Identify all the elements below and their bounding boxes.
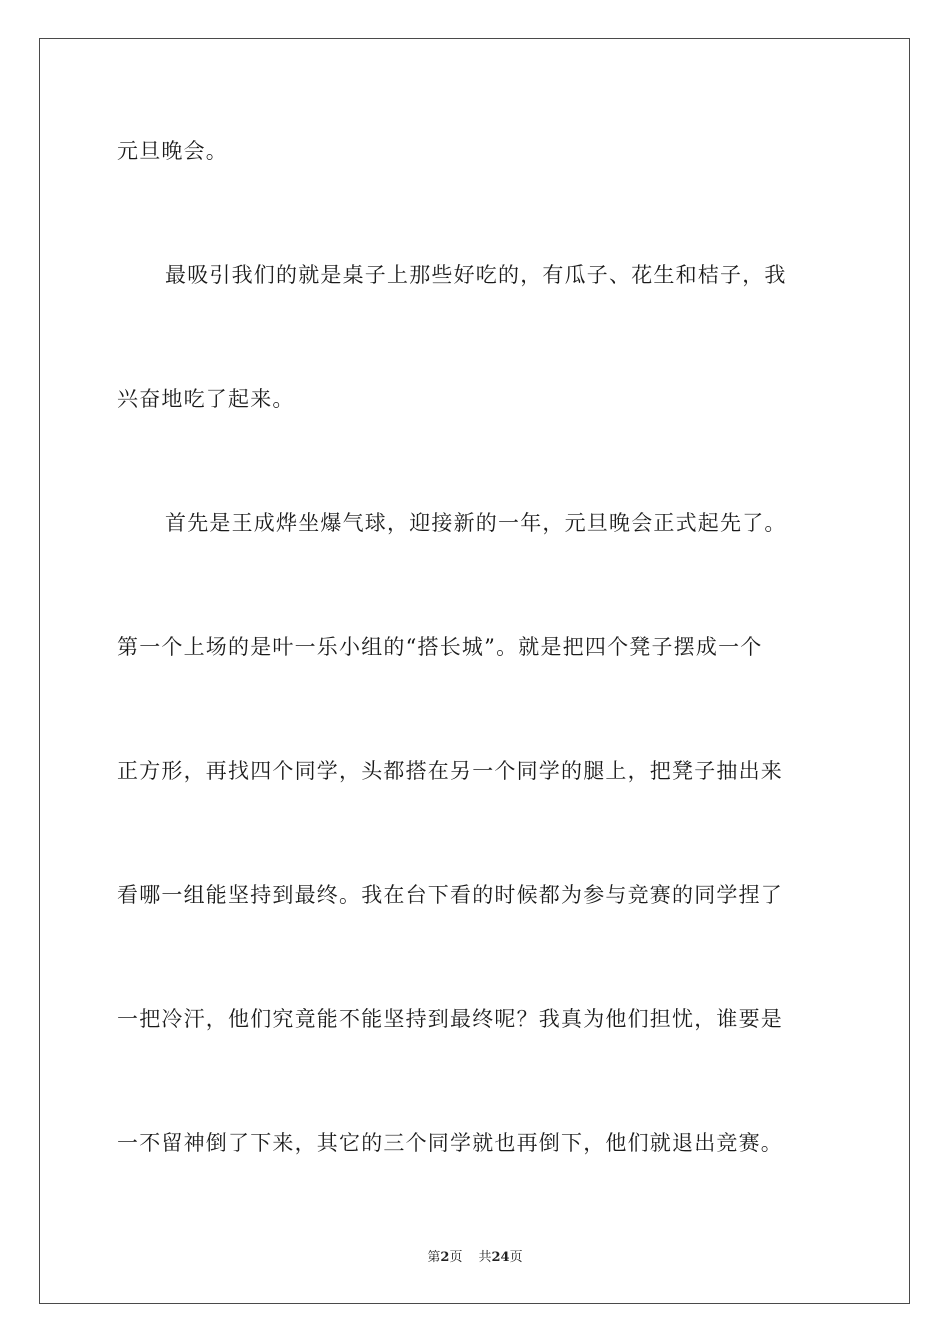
- text-line-9: 一不留神倒了下来，其它的三个同学就也再倒下，他们就退出竞赛。: [117, 1131, 783, 1155]
- page-border: [39, 38, 910, 1304]
- text-line-8: 一把冷汗，他们究竟能不能坚持到最终呢？我真为他们担忧，谁要是: [117, 1007, 783, 1031]
- text-line-1: 元旦晚会。: [117, 139, 228, 163]
- footer-total-prefix: 共: [478, 1250, 492, 1265]
- text-line-2: 最吸引我们的就是桌子上那些好吃的，有瓜子、花生和桔子，我: [165, 263, 787, 287]
- text-line-5: 第一个上场的是叶一乐小组的“搭长城”。就是把四个凳子摆成一个: [117, 635, 763, 659]
- footer-page-total: 24: [491, 1250, 510, 1265]
- footer-page-current: 2: [440, 1250, 450, 1265]
- page-footer: [0, 1249, 950, 1267]
- footer-page-suffix: 页: [449, 1250, 463, 1265]
- text-line-3: 兴奋地吃了起来。: [117, 387, 295, 411]
- text-line-7: 看哪一组能坚持到最终。我在台下看的时候都为参与竞赛的同学捏了: [117, 883, 783, 907]
- footer-total-suffix: 页: [509, 1250, 523, 1265]
- footer-page-prefix: 第: [427, 1250, 441, 1265]
- text-line-6: 正方形，再找四个同学，头都搭在另一个同学的腿上，把凳子抽出来: [117, 759, 783, 783]
- text-line-4: 首先是王成烨坐爆气球，迎接新的一年，元旦晚会正式起先了。: [165, 511, 787, 535]
